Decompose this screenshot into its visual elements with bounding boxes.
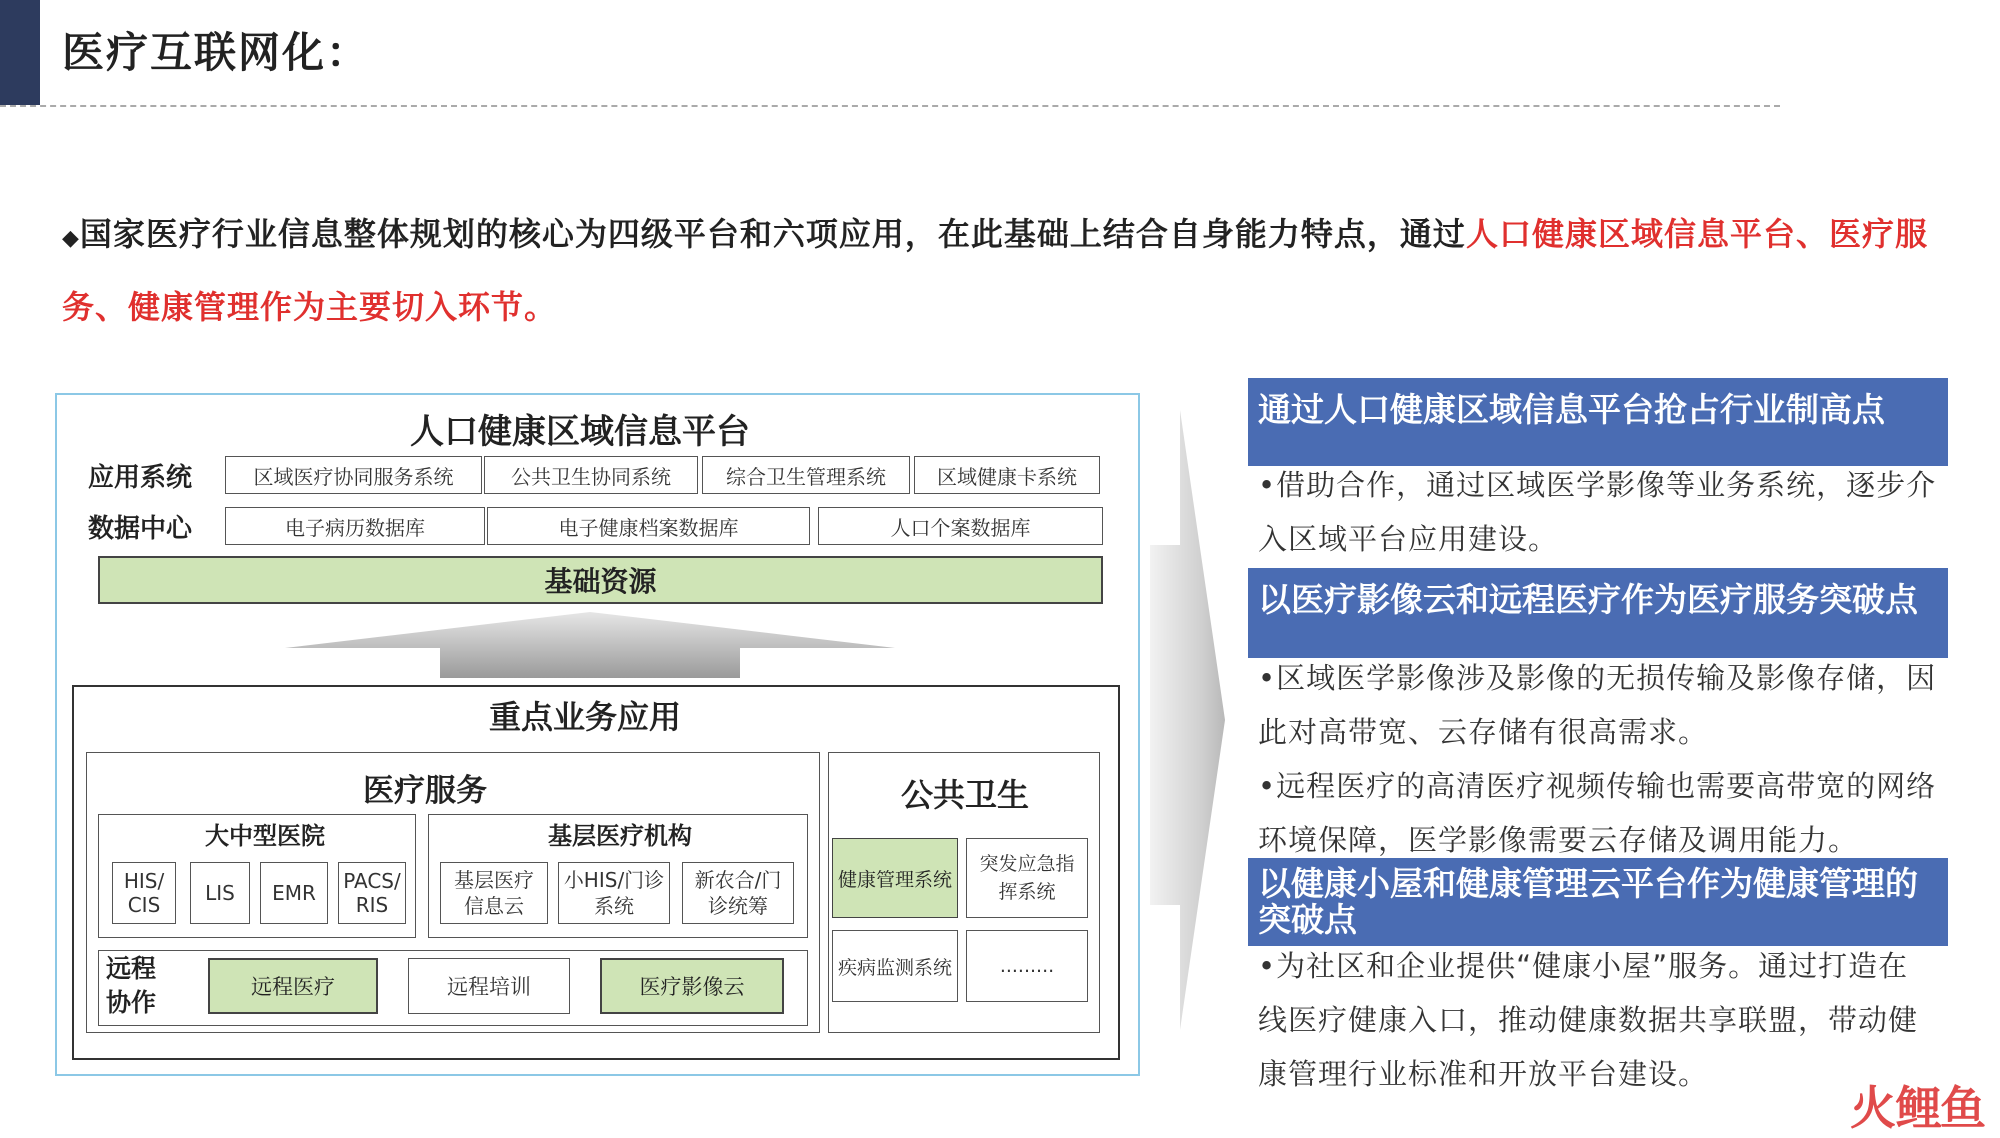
db-item: 电子病历数据库 xyxy=(225,507,485,545)
right-heading-2: 以医疗影像云和远程医疗作为医疗服务突破点 xyxy=(1248,568,1948,658)
app-item: 综合卫生管理系统 xyxy=(702,456,910,494)
remote-medical-item: 远程医疗 xyxy=(208,958,378,1014)
grassroots-title: 基层医疗机构 xyxy=(548,821,692,850)
app-system-label: 应用系统 xyxy=(87,462,192,493)
grassroots-item: 新农合/门 诊统筹 xyxy=(682,862,794,924)
public-health-title: 公共卫生 xyxy=(900,776,1029,814)
right-heading-3: 以健康小屋和健康管理云平台作为健康管理的突破点 xyxy=(1248,858,1948,946)
pacs-ris-item: PACS/ RIS xyxy=(338,862,406,924)
db-item: 人口个案数据库 xyxy=(818,507,1103,545)
health-mgmt-item: 健康管理系统 xyxy=(832,838,958,918)
large-hospital-title: 大中型医院 xyxy=(205,821,325,850)
right-arrow-icon xyxy=(1150,405,1230,1035)
lis-item: LIS xyxy=(190,862,250,924)
base-resources: 基础资源 xyxy=(98,556,1103,604)
intro-text: 国家医疗行业信息整体规划的核心为四级平台和六项应用，在此基础上结合自身能力特点，通过 xyxy=(79,215,1466,253)
title-accent-bar xyxy=(0,0,40,105)
imaging-cloud-item: 医疗影像云 xyxy=(600,958,784,1014)
up-arrow-icon xyxy=(280,608,900,680)
app-item: 公共卫生协同系统 xyxy=(484,456,698,494)
grassroots-item: 小HIS/门诊 系统 xyxy=(558,862,670,924)
remote-collab-label: 远程 协作 xyxy=(106,954,157,1017)
medical-services-title: 医疗服务 xyxy=(363,772,487,809)
emergency-item: 突发应急指 挥系统 xyxy=(966,838,1088,918)
intro-bullet: ◆ xyxy=(62,226,80,251)
right-body-3: •为社区和企业提供“健康小屋”服务。通过打造在线医疗健康入口，推动健康数据共享联盟，带动健康管理行业标准和开放平台建设。 xyxy=(1258,949,1919,1091)
emr-item: EMR xyxy=(260,862,328,924)
app-item: 区域健康卡系统 xyxy=(914,456,1100,494)
data-center-label: 数据中心 xyxy=(87,513,192,544)
grassroots-item: 基层医疗 信息云 xyxy=(440,862,548,924)
remote-training-item: 远程培训 xyxy=(408,958,570,1014)
watermark-logo: 火鲤鱼 xyxy=(1850,1081,1984,1135)
right-body-2a: •区域医学影像涉及影像的无损传输及影像存储，因此对高带宽、云存储有很高需求。 xyxy=(1258,661,1937,749)
intro-paragraph xyxy=(62,200,1942,341)
app-item: 区域医疗协同服务系统 xyxy=(225,456,482,494)
intro-highlight: 人口健康区域信息平台、医疗服务、健康管理作为主要切入环节。 xyxy=(62,215,1928,326)
more-item: ......... xyxy=(966,930,1088,1002)
db-item: 电子健康档案数据库 xyxy=(487,507,810,545)
platform-title: 人口健康区域信息平台 xyxy=(410,411,750,452)
his-cis-item: HIS/ CIS xyxy=(112,862,176,924)
right-heading-1: 通过人口健康区域信息平台抢占行业制高点 xyxy=(1248,378,1948,466)
title-divider xyxy=(0,105,1780,107)
page-title: 医疗互联网化： xyxy=(62,28,371,77)
right-body-1: •借助合作，通过区域医学影像等业务系统，逐步介入区域平台应用建设。 xyxy=(1258,468,1937,556)
disease-monitor-item: 疾病监测系统 xyxy=(832,930,958,1002)
right-body-2b: •远程医疗的高清医疗视频传输也需要高带宽的网络环境保障，医学影像需要云存储及调用能力。 xyxy=(1258,769,1937,857)
business-title: 重点业务应用 xyxy=(488,698,681,736)
